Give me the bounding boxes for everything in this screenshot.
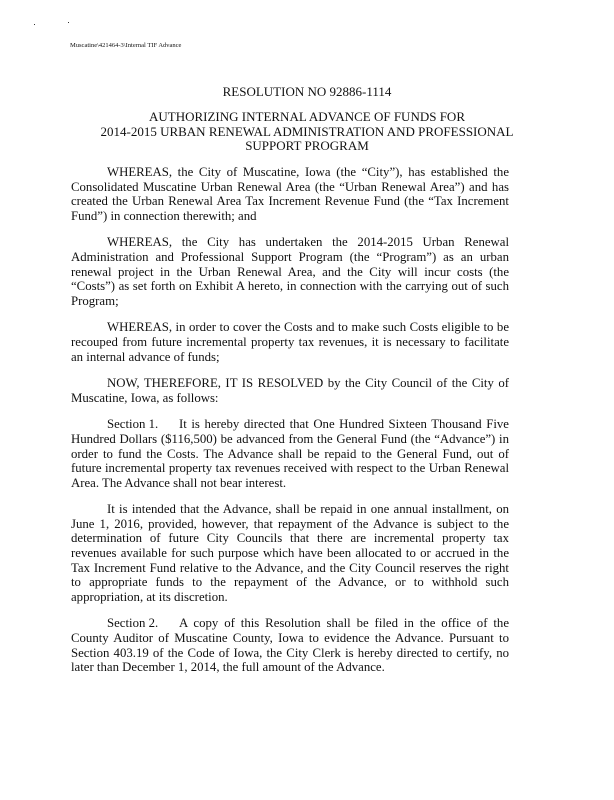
paragraph-text: WHEREAS, the City has undertaken the 2014-2015 Urban Renewal Administration and Professional Support Program (the “Program”) as an urban renewal project in the Urban Renewal Area, and the City will incur costs (the “Costs”) as set forth on Exhibit A hereto, in connection with the carrying out of such Program;: [71, 235, 509, 308]
paragraph-text: It is intended that the Advance, shall be repaid in one annual installment, on June 1, 2016, provided, however, that repayment of the Advance is subject to the determination of future City Councils that there are incremental property tax revenues available for such purpose which have been allocated to or accrued in the Tax Increment Fund relative to the Advance, and the City Council reserves the right to appropriate funds to the repayment of the Advance, or to withhold such appropriation, at its discretion.: [71, 502, 509, 604]
paragraph-text: NOW, THEREFORE, IT IS RESOLVED by the City Council of the City of Muscatine, Iowa, as follows:: [71, 376, 509, 405]
whereas-paragraph-3: [71, 320, 509, 364]
resolved-paragraph: [71, 376, 509, 405]
heading-line: SUPPORT PROGRAM: [245, 138, 369, 153]
section-1: [71, 417, 509, 490]
scan-speck: [68, 22, 69, 23]
section-text: It is hereby directed that One Hundred Sixteen Thousand Five Hundred Dollars ($116,500) be advanced from the General Fund (the “Advance”) in order to fund the Costs. The Advance shall be repaid to the General Fund, out of future incremental property tax revenues received with respect to the Urban Renewal Area. The Advance shall not bear interest.: [71, 417, 509, 490]
heading-line: AUTHORIZING INTERNAL ADVANCE OF FUNDS FOR: [149, 109, 465, 124]
section-text: A copy of this Resolution shall be filed in the office of the County Auditor of Muscatine County, Iowa to evidence the Advance. Pursuant to Section 403.19 of the Code of Iowa, the City Clerk is hereby directed to certify, no later than December 1, 2014, the full amount of the Advance.: [71, 616, 509, 675]
repayment-paragraph: [71, 502, 509, 604]
scan-speck: [34, 24, 35, 25]
paragraph-text: WHEREAS, in order to cover the Costs and to make such Costs eligible to be recouped from future incremental property tax revenues, it is necessary to facilitate an internal advance of funds;: [71, 320, 509, 364]
section-label: Section 1.: [107, 417, 159, 432]
document-reference: Muscatine\421464-3\Internal TIF Advance: [70, 42, 182, 49]
resolution-heading: [0, 110, 614, 154]
heading-line: 2014-2015 URBAN RENEWAL ADMINISTRATION AND PROFESSIONAL: [100, 123, 514, 139]
whereas-paragraph-1: [71, 165, 509, 223]
section-label: Section 2.: [107, 616, 159, 631]
section-2: [71, 616, 509, 674]
resolution-body: [71, 165, 509, 687]
whereas-paragraph-2: [71, 235, 509, 308]
paragraph-text: WHEREAS, the City of Muscatine, Iowa (the “City”), has established the Consolidated Muscatine Urban Renewal Area (the “Urban Renewal Area”) and has created the Urban Renewal Area Tax Increment Revenue Fund (the “Tax Increment Fund”) in connection therewith; and: [71, 165, 509, 223]
resolution-title: RESOLUTION NO 92886-1114: [222, 84, 392, 99]
